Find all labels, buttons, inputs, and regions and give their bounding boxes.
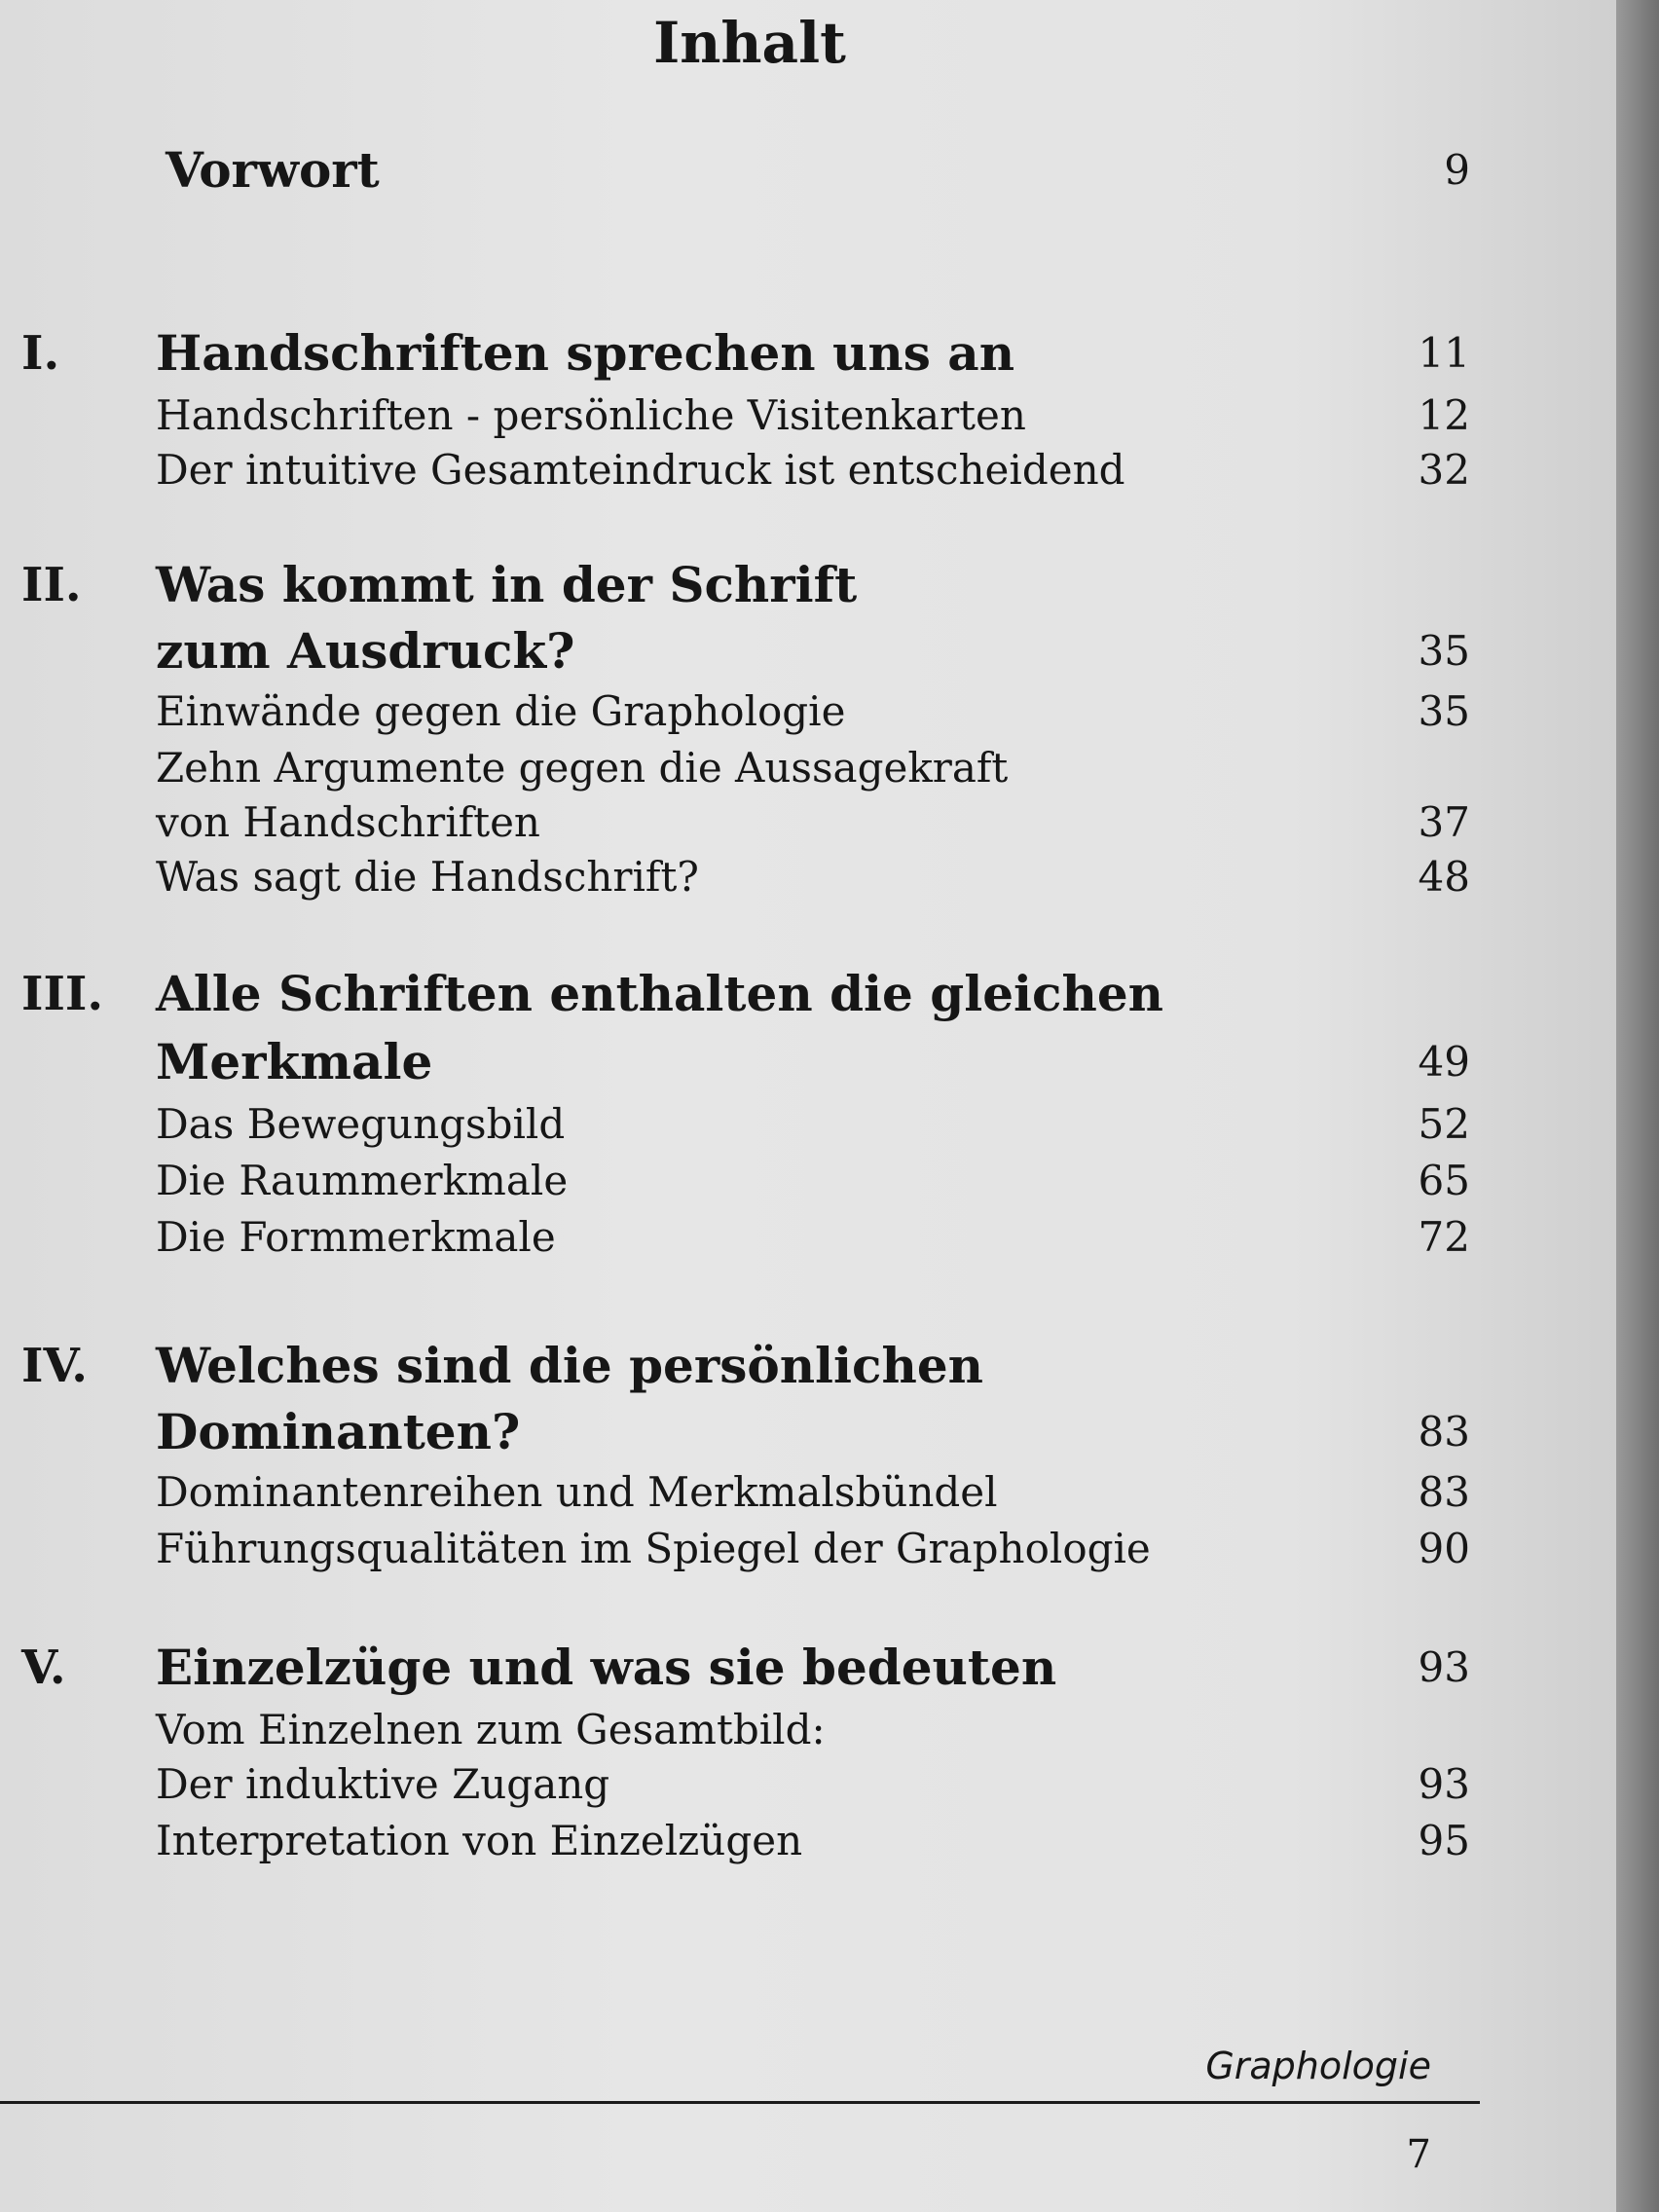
chapter-heading: Einzelzüge und was sie bedeuten	[156, 1639, 1057, 1696]
toc-entry	[0, 1153, 1480, 1209]
toc-chapter-3-cont	[0, 1034, 1480, 1090]
page-number: 7	[1406, 2132, 1431, 2177]
entry-text: Der intuitive Gesamteindruck ist entscheidend	[156, 446, 1125, 494]
entry-text: Interpretation von Einzelzügen	[156, 1817, 803, 1864]
toc-chapter-3	[0, 966, 1480, 1022]
toc-chapter-5	[0, 1640, 1480, 1696]
entry-text: Die Raummerkmale	[156, 1157, 569, 1204]
toc-entry	[0, 849, 1480, 905]
toc-entry-cont	[0, 794, 1480, 851]
toc-entry	[0, 1464, 1480, 1521]
entry-text: Handschriften - persönliche Visitenkarten	[156, 391, 1026, 439]
toc-vorwort	[0, 142, 1480, 199]
footer-rule	[0, 2101, 1480, 2104]
entry-text: Was sagt die Handschrift?	[156, 853, 699, 901]
toc-chapter-2	[0, 557, 1480, 613]
entry-text: Dominantenreihen und Merkmalsbündel	[156, 1468, 998, 1516]
toc-chapter-1	[0, 325, 1480, 382]
entry-text: Das Bewegungsbild	[156, 1100, 566, 1148]
entry-page: 52	[1418, 1100, 1470, 1148]
toc-chapter-4-cont	[0, 1404, 1480, 1460]
entry-text: Zehn Argumente gegen die Aussagekraft	[156, 744, 1009, 792]
entry-text: Die Formmerkmale	[156, 1213, 556, 1261]
chapter-page: 11	[1418, 329, 1470, 377]
entry-page: 35	[1418, 687, 1470, 735]
chapter-numeral: II.	[21, 558, 82, 612]
toc-entry	[0, 1813, 1480, 1869]
toc-entry	[0, 387, 1480, 444]
chapter-heading: Handschriften sprechen uns an	[156, 324, 1015, 382]
chapter-numeral: V.	[21, 1641, 66, 1695]
toc-entry	[0, 1096, 1480, 1153]
toc-entry-cont	[0, 1756, 1480, 1813]
entry-page: 93	[1418, 1760, 1470, 1808]
chapter-heading-cont: zum Ausdruck?	[156, 622, 575, 680]
toc-entry	[0, 740, 1480, 796]
entry-page: 90	[1418, 1525, 1470, 1572]
vorwort-page: 9	[1444, 146, 1470, 194]
chapter-numeral: III.	[21, 967, 104, 1021]
page-edge-shadow	[1616, 0, 1659, 2212]
chapter-heading: Alle Schriften enthalten die gleichen	[156, 965, 1163, 1022]
chapter-numeral: IV.	[21, 1339, 89, 1393]
chapter-page: 93	[1418, 1643, 1470, 1691]
entry-page: 95	[1418, 1817, 1470, 1864]
entry-page: 65	[1418, 1157, 1470, 1204]
entry-page: 37	[1418, 798, 1470, 846]
entry-page: 83	[1418, 1468, 1470, 1516]
toc-chapter-2-cont	[0, 623, 1480, 680]
entry-text: Führungsqualitäten im Spiegel der Graphologie	[156, 1525, 1151, 1572]
toc-chapter-4	[0, 1338, 1480, 1394]
chapter-heading-cont: Dominanten?	[156, 1403, 521, 1460]
page-title: Inhalt	[653, 10, 846, 76]
entry-page: 48	[1418, 853, 1470, 901]
chapter-numeral: I.	[21, 326, 60, 381]
toc-entry	[0, 1209, 1480, 1266]
toc-entry	[0, 1702, 1480, 1758]
toc-entry	[0, 442, 1480, 498]
entry-text-cont: Der induktive Zugang	[156, 1760, 610, 1808]
entry-text-cont: von Handschriften	[156, 798, 540, 846]
toc-entry	[0, 1521, 1480, 1577]
entry-text: Vom Einzelnen zum Gesamtbild:	[156, 1706, 826, 1753]
entry-page: 72	[1418, 1213, 1470, 1261]
chapter-heading-cont: Merkmale	[156, 1033, 433, 1090]
chapter-page: 49	[1418, 1038, 1470, 1086]
running-title: Graphologie	[1205, 2045, 1431, 2087]
entry-text: Einwände gegen die Graphologie	[156, 687, 846, 735]
entry-page: 12	[1418, 391, 1470, 439]
chapter-page: 83	[1418, 1408, 1470, 1456]
vorwort-label: Vorwort	[166, 141, 380, 199]
toc-entry	[0, 683, 1480, 740]
chapter-heading: Welches sind die persönlichen	[156, 1337, 983, 1394]
chapter-heading: Was kommt in der Schrift	[156, 556, 858, 613]
entry-page: 32	[1418, 446, 1470, 494]
chapter-page: 35	[1418, 627, 1470, 675]
